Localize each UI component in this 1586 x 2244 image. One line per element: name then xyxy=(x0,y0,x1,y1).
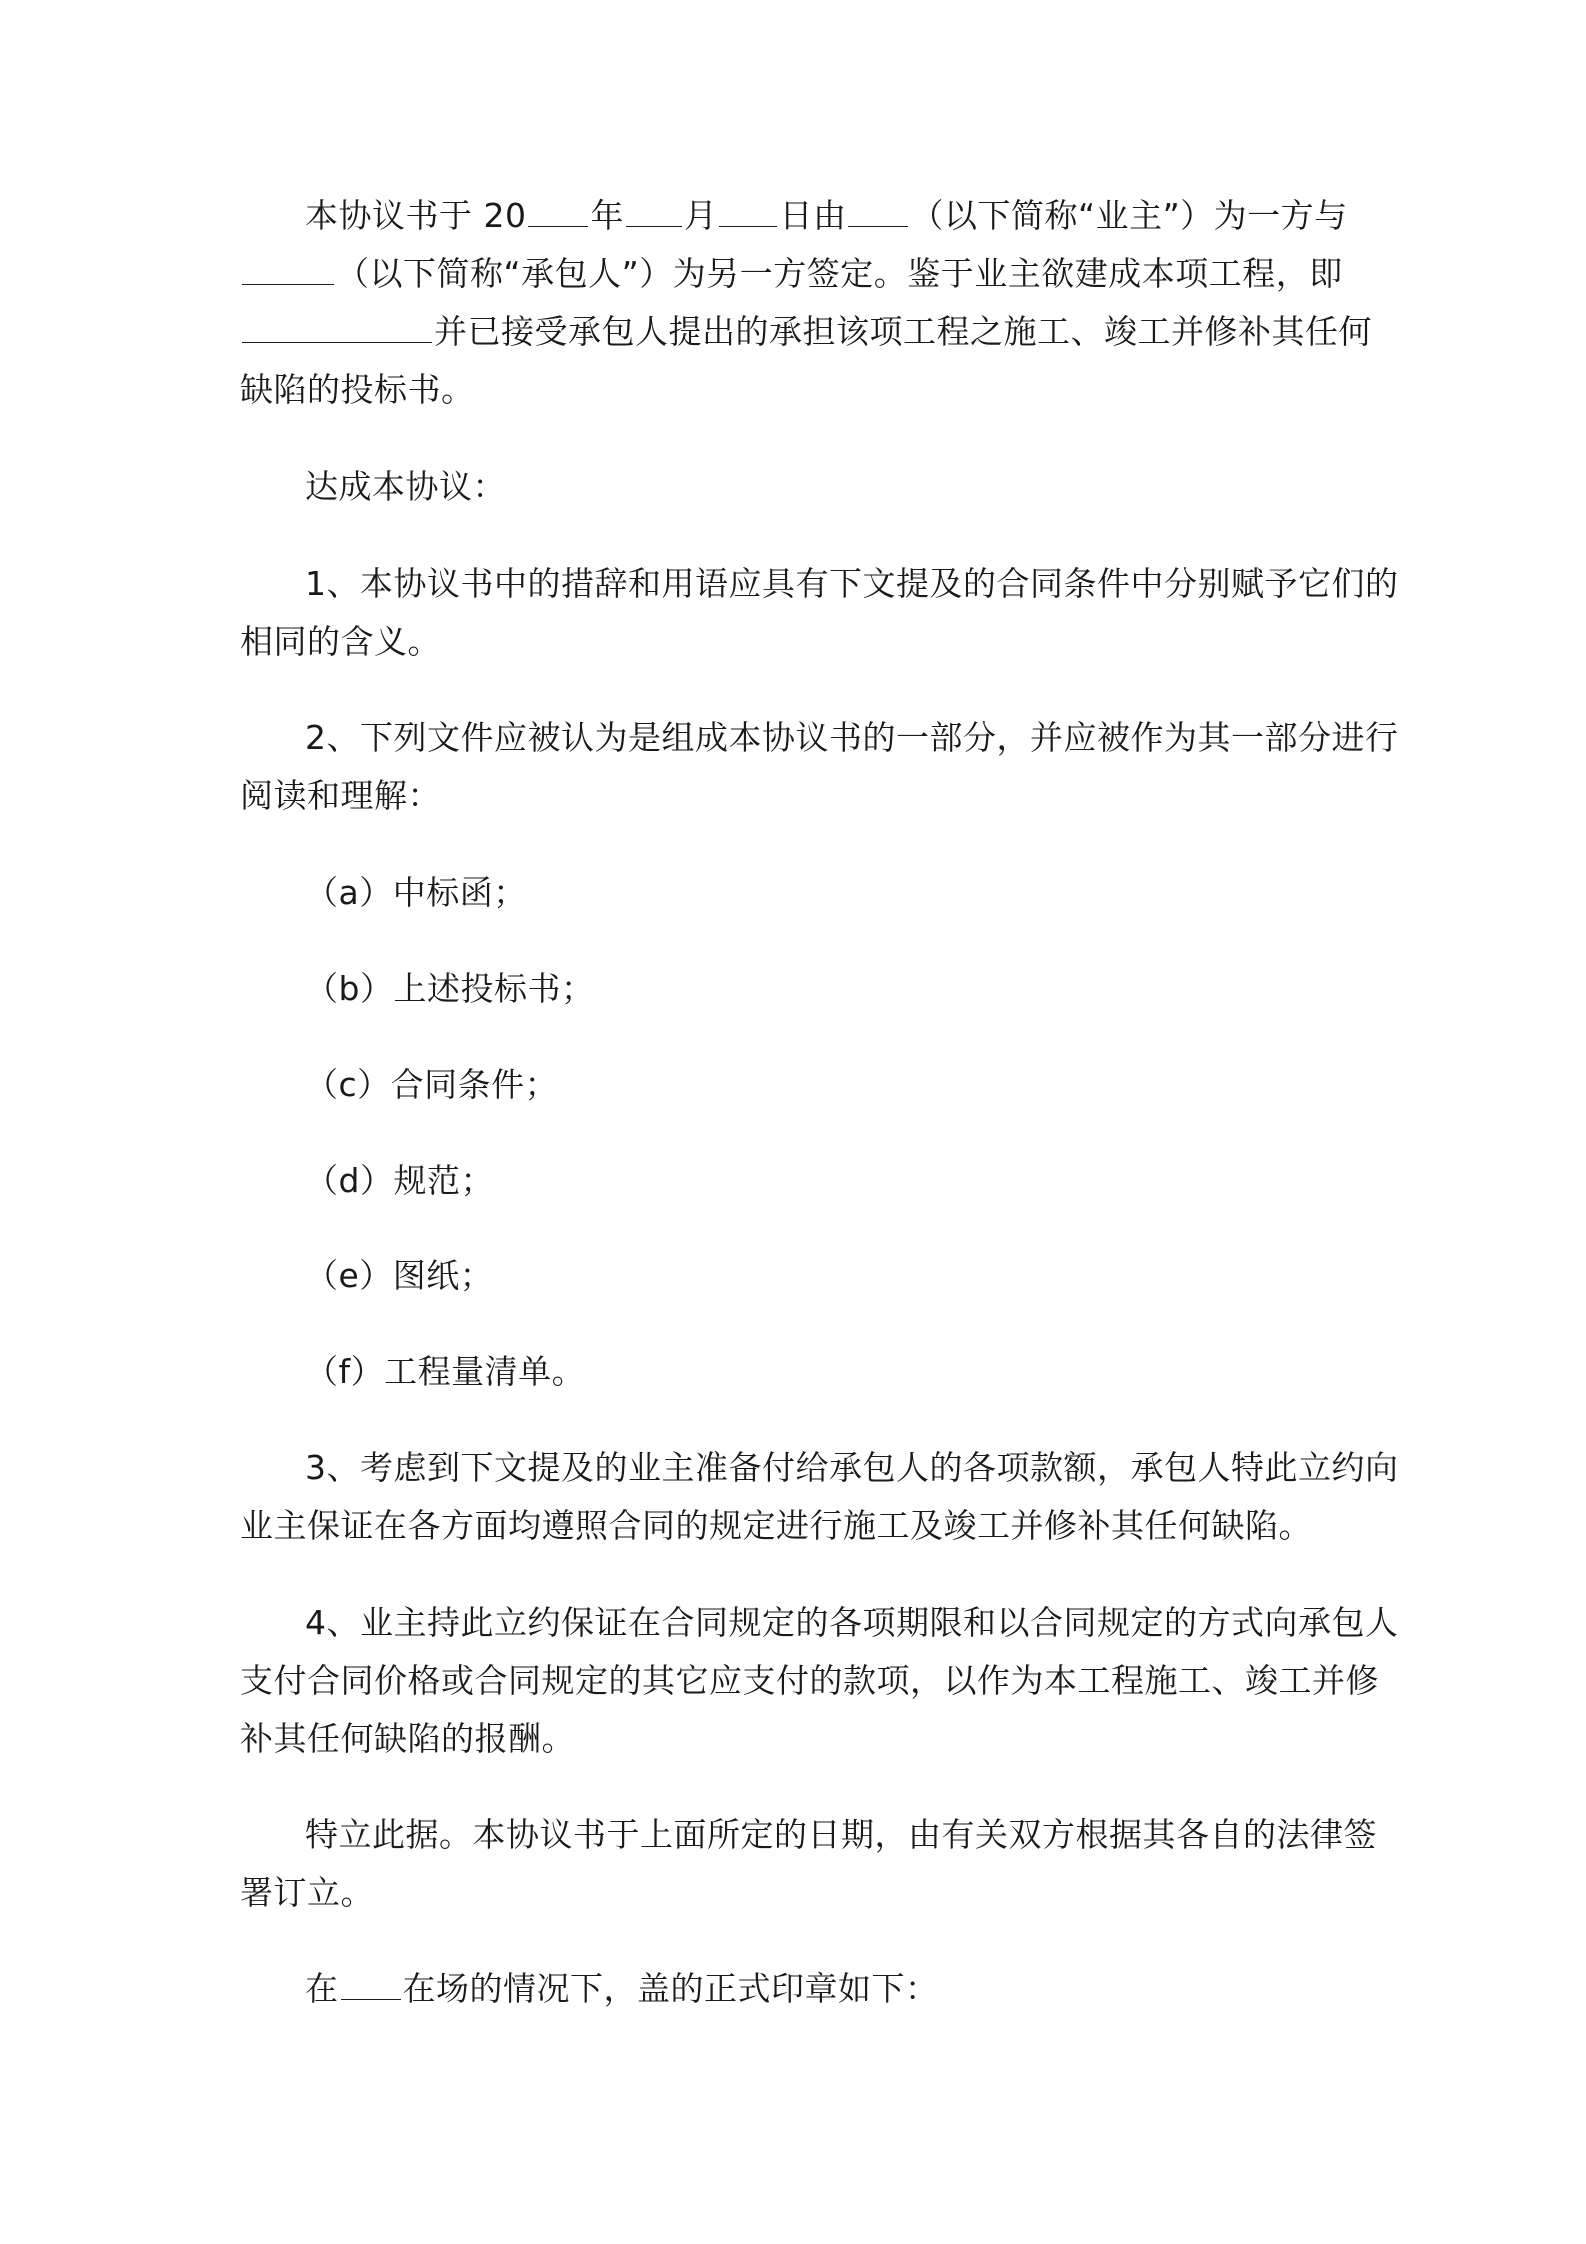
owner-blank xyxy=(848,196,908,227)
item3-line-1: 3、考虑到下文提及的业主准备付给承包人的各项款额，承包人特此立约向 xyxy=(305,1448,1399,1487)
item4-line-2: 支付合同价格或合同规定的其它应支付的款项，以作为本工程施工、竣工并修 xyxy=(240,1661,1379,1700)
intro-line-2 xyxy=(240,253,1343,295)
intro-text-l2: （以下简称“承包人”）为另一方签定。鉴于业主欲建成本项工程，即 xyxy=(336,254,1343,293)
day-blank xyxy=(719,196,777,227)
item2-line-2: 阅读和理解： xyxy=(240,776,441,815)
doc-item-b: （b）上述投标书； xyxy=(305,969,595,1008)
doc-item-e: （e）图纸； xyxy=(305,1256,494,1295)
intro-line-3 xyxy=(240,311,1372,353)
agreement-heading: 达成本协议： xyxy=(305,467,506,506)
contractor-blank xyxy=(242,254,334,285)
item1-line-1: 1、本协议书中的措辞和用语应具有下文提及的合同条件中分别赋予它们的 xyxy=(305,564,1399,603)
witness-line-2: 署订立。 xyxy=(240,1873,374,1912)
seal-text-b: 在场的情况下，盖的正式印章如下： xyxy=(402,1969,939,2008)
project-blank xyxy=(242,312,432,343)
item4-line-3: 补其任何缺陷的报酬。 xyxy=(240,1719,575,1758)
month-blank xyxy=(626,196,682,227)
item3-line-2: 业主保证在各方面均遵照合同的规定进行施工及竣工并修补其任何缺陷。 xyxy=(240,1506,1312,1545)
intro-text-l3: 并已接受承包人提出的承担该项工程之施工、竣工并修补其任何 xyxy=(434,312,1372,351)
intro-line-1 xyxy=(305,195,1348,237)
doc-item-f: （f）工程量清单。 xyxy=(305,1352,586,1391)
witness-blank xyxy=(341,1969,401,2000)
doc-item-d: （d）规范； xyxy=(305,1161,494,1200)
intro-text-d: 日由 xyxy=(779,196,847,235)
doc-item-c: （c）合同条件； xyxy=(305,1065,559,1104)
intro-text-e: （以下简称“业主”）为一方与 xyxy=(910,196,1348,235)
intro-text-b: 年 xyxy=(590,196,624,235)
item1-line-2: 相同的含义。 xyxy=(240,622,441,661)
year-blank xyxy=(528,196,588,227)
doc-item-a: （a）中标函； xyxy=(305,873,527,912)
item4-line-1: 4、业主持此立约保证在合同规定的各项期限和以合同规定的方式向承包人 xyxy=(305,1603,1399,1642)
witness-line-1: 特立此据。本协议书于上面所定的日期，由有关双方根据其各自的法律签 xyxy=(305,1815,1377,1854)
intro-text-a: 本协议书于 20 xyxy=(305,196,527,235)
seal-text-a: 在 xyxy=(305,1969,339,2008)
intro-line-4: 缺陷的投标书。 xyxy=(240,370,475,409)
intro-text-c: 月 xyxy=(683,196,718,235)
seal-line xyxy=(305,1968,939,2010)
item2-line-1: 2、下列文件应被认为是组成本协议书的一部分，并应被作为其一部分进行 xyxy=(305,718,1399,757)
